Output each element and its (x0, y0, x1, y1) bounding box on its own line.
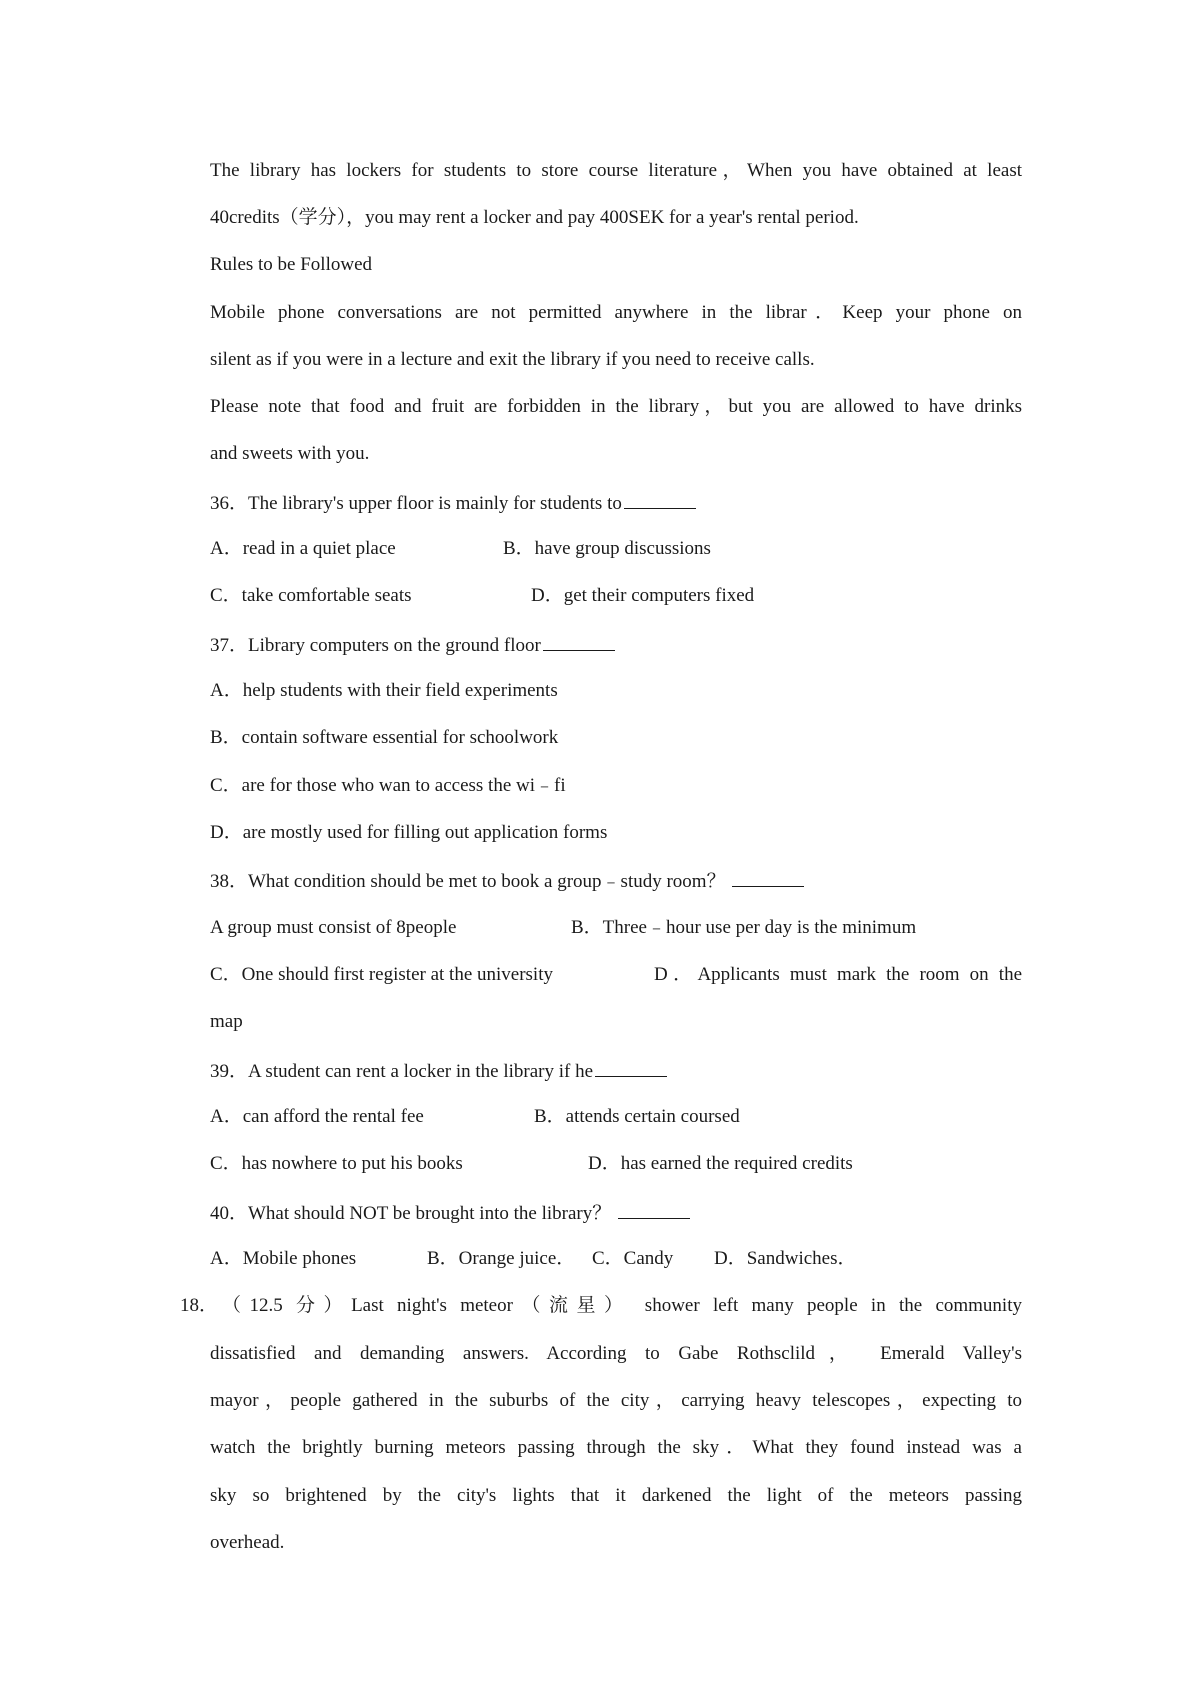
passage-line: sky so brightened by the city's lights that it darkened the light of the meteors passing (210, 1485, 1022, 1506)
passage-line: （12.5 分）Last night's meteor（流星） shower left many people in the community (222, 1295, 1022, 1316)
option-b: B．have group discussions (503, 538, 711, 559)
question-36 (210, 488, 1022, 516)
question-stem: 40．What should NOT be brought into the library？ (210, 1203, 612, 1224)
option-c: C．are for those who wan to access the wi﹣fi (210, 775, 566, 796)
answer-blank (595, 1056, 667, 1077)
passage-line: overhead. (210, 1532, 285, 1553)
question-number: 18． (180, 1295, 219, 1316)
passage-line: silent as if you were in a lecture and exit the library if you need to receive calls. (210, 349, 815, 370)
option-d: D．has earned the required credits (588, 1153, 853, 1174)
section-heading: Rules to be Followed (210, 254, 373, 275)
question-39 (210, 1056, 1022, 1084)
option-d: D．get their computers fixed (531, 585, 755, 606)
option-b: B．attends certain coursed (534, 1106, 740, 1127)
question-stem: 39．A student can rent a locker in the library if he (210, 1061, 594, 1082)
passage-line: Mobile phone conversations are not permitted anywhere in the librar．Keep your phone on (210, 302, 1022, 323)
answer-blank (618, 1198, 690, 1219)
question-stem: 36．The library's upper floor is mainly for students to (210, 493, 622, 514)
option-d: D．Sandwiches． (714, 1248, 857, 1269)
question-40 (210, 1198, 1022, 1226)
option-b: B．Orange juice． (427, 1248, 576, 1269)
option-c: C．Candy (592, 1248, 674, 1269)
passage-line: dissatisfied and demanding answers. According to Gabe Rothsclild， Emerald Valley's (210, 1343, 1022, 1364)
passage-line: mayor，people gathered in the suburbs of the city，carrying heavy telescopes，expecting to (210, 1390, 1022, 1411)
option-b: B．Three﹣hour use per day is the minimum (571, 917, 917, 938)
passage-line: and sweets with you. (210, 443, 370, 464)
passage-line: The library has lockers for students to store course literature，When you have obtained at least (210, 160, 1022, 181)
option-b: B．contain software essential for schoolwork (210, 727, 559, 748)
option-c: C．One should first register at the university (210, 964, 553, 985)
option-a: A group must consist of 8people (210, 917, 457, 938)
option-d-continued: map (210, 1011, 243, 1032)
answer-blank (732, 866, 804, 887)
answer-blank (543, 630, 615, 651)
option-d: D．Applicants must mark the room on the (654, 964, 1022, 985)
option-d: D．are mostly used for filling out application forms (210, 822, 608, 843)
option-a: A．read in a quiet place (210, 538, 396, 559)
option-c: C．has nowhere to put his books (210, 1153, 463, 1174)
option-a: A．help students with their field experiments (210, 680, 558, 701)
question-37 (210, 630, 1022, 658)
passage-line: watch the brightly burning meteors passing through the sky．What they found instead was a (210, 1437, 1022, 1458)
option-a: A．Mobile phones (210, 1248, 357, 1269)
passage-line: Please note that food and fruit are forbidden in the library，but you are allowed to have drinks (210, 396, 1022, 417)
question-38 (210, 866, 1022, 894)
question-stem: 37．Library computers on the ground floor (210, 635, 541, 656)
passage-line: 40credits（学分），you may rent a locker and pay 400SEK for a year's rental period. (210, 207, 859, 228)
answer-blank (624, 488, 696, 509)
option-c: C．take comfortable seats (210, 585, 412, 606)
option-a: A．can afford the rental fee (210, 1106, 424, 1127)
question-stem: 38．What condition should be met to book a group﹣study room？ (210, 871, 726, 892)
